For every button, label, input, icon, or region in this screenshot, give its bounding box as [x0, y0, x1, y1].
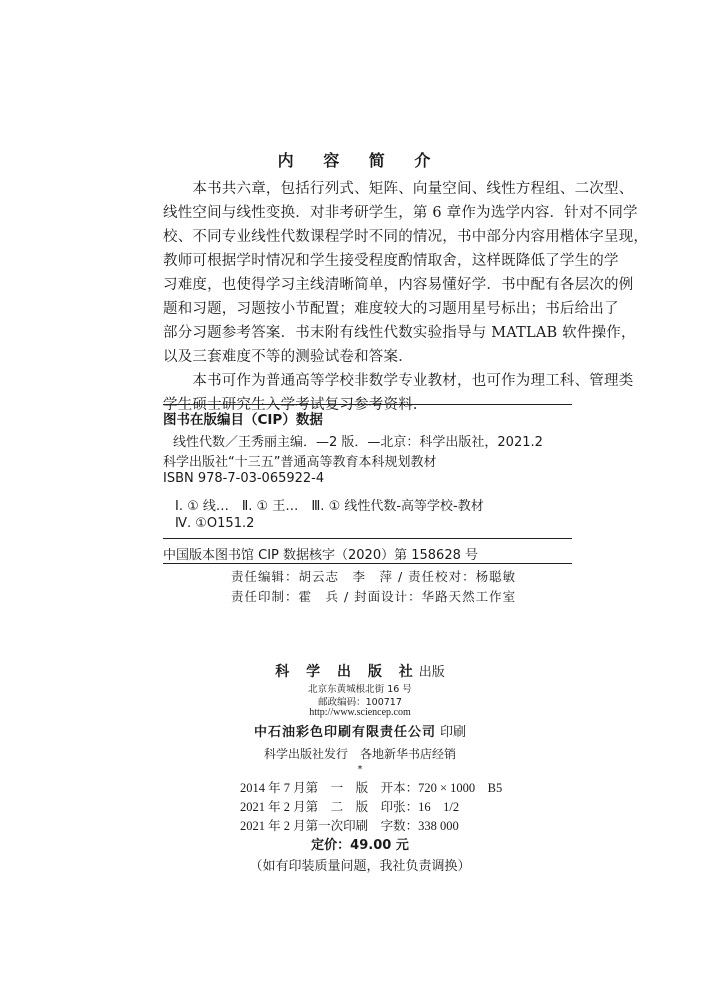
intro-line: 以及三套难度不等的测验试卷和答案．	[163, 349, 413, 365]
cip-classification: Ⅳ. ①O151.2	[175, 516, 255, 531]
cip-line: 线性代数／王秀丽主编．—2 版．—北京：科学出版社，2021.2	[173, 435, 543, 450]
cip-classification: Ⅰ. ① 线… Ⅱ. ① 王… Ⅲ. ① 线性代数-高等学校-教材	[175, 499, 484, 514]
intro-line: 部分习题参考答案．书末附有线性代数实验指导与 MATLAB 软件操作，	[163, 325, 636, 341]
intro-line: 线性空间与线性变换．对非考研学生，第 6 章作为选学内容．针对不同学	[163, 205, 638, 221]
publisher-address: 北京东黄城根北街 16 号	[308, 684, 412, 695]
edition-line: 2021 年 2 月第一次印刷 字数：338 000	[240, 819, 459, 833]
printer-suffix: 印刷	[440, 725, 467, 740]
credit-line: 责任编辑：胡云志 李 萍 / 责任校对：杨聪敏	[231, 569, 517, 584]
edition-line: 2021 年 2 月第 二 版 印张：16 1/2	[240, 800, 460, 814]
top-rule	[163, 404, 572, 405]
credit-line: 责任印制：霍 兵 / 封面设计：华路天然工作室	[231, 589, 517, 604]
intro-line: 教师可根据学时情况和学生接受程度酌情取舍，这样既降低了学生的学	[163, 253, 619, 269]
quality-notice: （如有印装质量问题，我社负责调换）	[249, 859, 471, 874]
bottom-rule	[163, 563, 572, 564]
cip-line: ISBN 978-7-03-065922-4	[163, 471, 325, 486]
edition-line: 2014 年 7 月第 一 版 开本：720 × 1000 B5	[240, 781, 503, 795]
publisher-line	[0, 661, 720, 681]
intro-line: 本书共六章，包括行列式、矩阵、向量空间、线性方程组、二次型、	[163, 181, 634, 197]
publisher-postcode: 邮政编码：100717	[318, 697, 402, 708]
intro-line: 学生硕士研究生入学考试复习参考资料．	[163, 397, 428, 413]
publisher-suffix: 出版	[418, 665, 445, 680]
cip-record: 中国版本图书馆 CIP 数据核字（2020）第 158628 号	[163, 548, 478, 563]
printer-name: 中石油彩色印刷有限责任公司	[253, 725, 436, 740]
cip-line: 科学出版社“十三五”普通高等教育本科规划教材	[163, 455, 437, 470]
distribution-line: 科学出版社发行 各地新华书店经销	[263, 747, 456, 761]
middle-rule	[163, 538, 572, 539]
intro-line: 本书可作为普通高等学校非数学专业教材，也可作为理工科、管理类	[163, 373, 634, 389]
publisher-name: 科 学 出 版 社	[275, 664, 419, 680]
page-title: 内 容 简 介	[277, 151, 443, 170]
price: 定价：49.00 元	[311, 838, 409, 853]
printer-line	[0, 721, 720, 740]
intro-line: 题和习题，习题按小节配置；难度较大的习题用星号标出；书后给出了	[163, 301, 619, 317]
separator-star: *	[357, 764, 363, 775]
intro-line: 习难度，也使得学习主线清晰简单，内容易懂好学．书中配有各层次的例	[163, 277, 634, 293]
publisher-website: http://www.sciencep.com	[309, 707, 411, 718]
cip-heading: 图书在版编目（CIP）数据	[163, 412, 323, 428]
intro-line: 校、不同专业线性代数课程学时不同的情况，书中部分内容用楷体字呈现，	[163, 229, 649, 245]
